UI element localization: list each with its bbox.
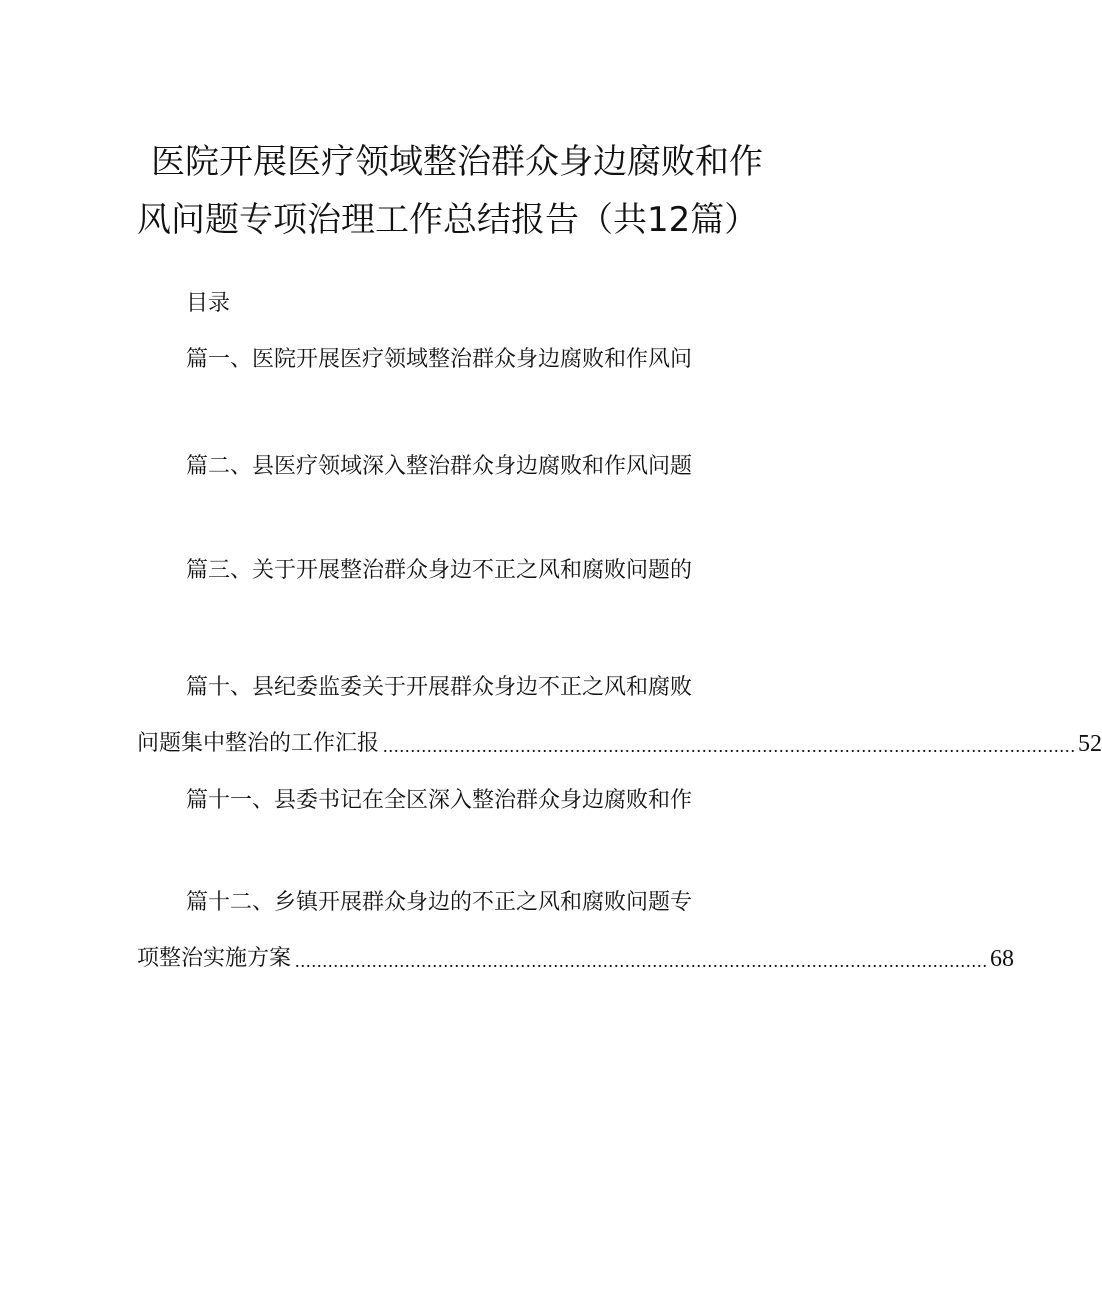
document-title-line-1: 医院开展医疗领域整治群众身边腐败和作 <box>151 142 763 182</box>
toc-entry-3[interactable]: 篇三、关于开展整治群众身边不正之风和腐败问题的 <box>186 558 693 583</box>
toc-entry-1[interactable]: 篇一、医院开展医疗领域整治群众身边腐败和作风问 <box>186 347 693 372</box>
toc-heading: 目录 <box>186 291 231 316</box>
toc-entry-12-continuation[interactable] <box>137 944 1015 974</box>
toc-page-number: 68 <box>990 946 1015 972</box>
toc-entry-2[interactable]: 篇二、县医疗领域深入整治群众身边腐败和作风问题 <box>186 454 693 479</box>
toc-entry-10[interactable]: 篇十、县纪委监委关于开展群众身边不正之风和腐败 <box>186 675 693 700</box>
document-title-line-2: 风问题专项治理工作总结报告（共12篇） <box>137 200 759 240</box>
toc-entry-10-continuation-text: 问题集中整治的工作汇报 <box>137 731 380 756</box>
toc-entry-11[interactable]: 篇十一、县委书记在全区深入整治群众身边腐败和作 <box>186 788 693 813</box>
toc-entry-10-continuation[interactable] <box>137 729 1102 759</box>
toc-entry-12[interactable]: 篇十二、乡镇开展群众身边的不正之风和腐败问题专 <box>186 890 693 915</box>
toc-entry-12-continuation-text: 项整治实施方案 <box>137 946 292 971</box>
toc-page-number: 52 <box>1078 731 1102 757</box>
toc-dot-leader: .............................................................................................................................. <box>383 736 1077 756</box>
toc-dot-leader: .............................................................................................................................. <box>295 951 989 971</box>
